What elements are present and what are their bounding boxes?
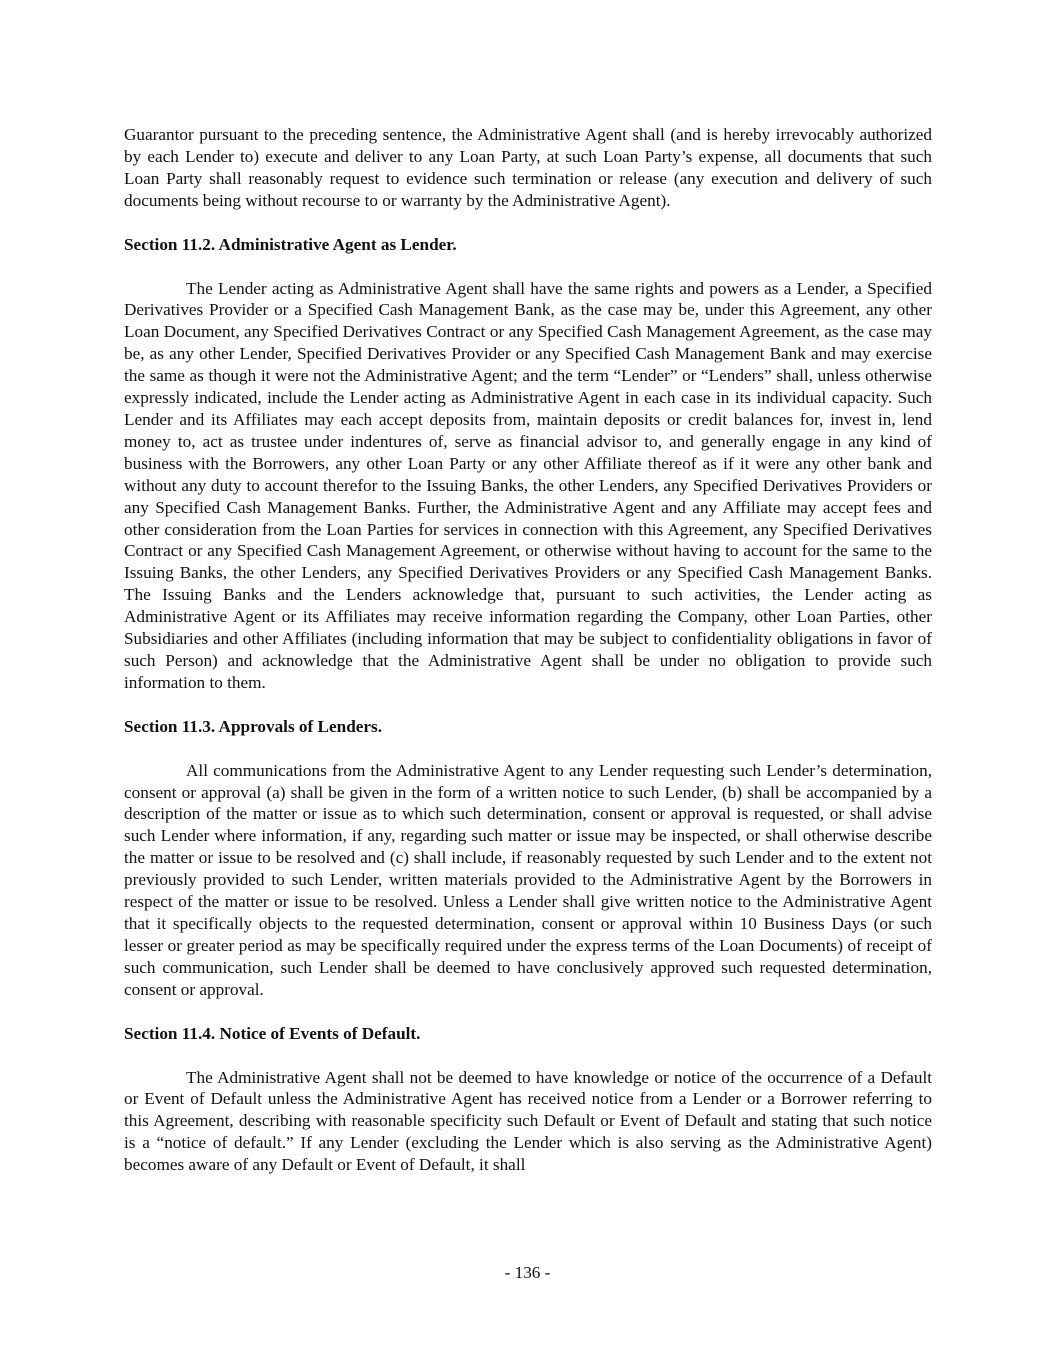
spacer (124, 256, 932, 278)
section-body-11-4: The Administrative Agent shall not be deemed to have knowledge or notice of the occurrence of a Default or Event of Default unless the Administrative Agent has received notice from a Lender or a Borrower referring to this Agreement, describing with reasonable specificity such Default or Event of Default and stating that such notice is a “notice of default.” If any Lender (excluding the Lender which is also serving as the Administrative Agent) becomes aware of any Default or Event of Default, it shall (124, 1067, 932, 1175)
spacer (124, 1045, 932, 1067)
section-body-11-3: All communications from the Administrative Agent to any Lender requesting such Lender’s determination, consent or approval (a) shall be given in the form of a written notice to such Lender, (b) shall be accompanied by a description of the matter or issue as to which such determination, consent or approval is requested, or shall advise such Lender where information, if any, regarding such matter or issue may be inspected, or shall otherwise describe the matter or issue to be resolved and (c) shall include, if reasonably requested by such Lender and to the extent not previously provided to such Lender, written materials provided to the Administrative Agent by the Borrowers in respect of the matter or issue to be resolved. Unless a Lender shall give written notice to the Administrative Agent that it specifically objects to the requested determination, consent or approval within 10 Business Days (or such lesser or greater period as may be specifically required under the express terms of the Loan Documents) of receipt of such communication, such Lender shall be deemed to have conclusively approved such requested determination, consent or approval. (124, 760, 932, 999)
intro-paragraph: Guarantor pursuant to the preceding sentence, the Administrative Agent shall (and is hereby irrevocably authorized by each Lender to) execute and deliver to any Loan Party, at such Loan Party’s expense, all documents that such Loan Party shall reasonably request to evidence such termination or release (any execution and delivery of such documents being without recourse to or warranty by the Administrative Agent). (124, 125, 932, 210)
spacer (124, 694, 932, 716)
section-body-11-2: The Lender acting as Administrative Agent shall have the same rights and powers as a Lender, a Specified Derivatives Provider or a Specified Cash Management Bank, as the case may be, under this Agreement, any other Loan Document, any Specified Derivatives Contract or any Specified Cash Management Agreement, as the case may be, as any other Lender, Specified Derivatives Provider or any Specified Cash Management Bank and may exercise the same as though it were not the Administrative Agent; and the term “Lender” or “Lenders” shall, unless otherwise expressly indicated, include the Lender acting as Administrative Agent in each case in its individual capacity. Such Lender and its Affiliates may each accept deposits from, maintain deposits or credit balances for, invest in, lend money to, act as trustee under indentures of, serve as financial advisor to, and generally engage in any kind of business with the Borrowers, any other Loan Party or any other Affiliate thereof as if it were any other bank and without any duty to account therefor to the Issuing Banks, the other Lenders, any Specified Derivatives Providers or any Specified Cash Management Banks. Further, the Administrative Agent and any Affiliate may accept fees and other consideration from the Loan Parties for services in connection with this Agreement, any Specified Derivatives Contract or any Specified Cash Management Agreement, or otherwise without having to account for the same to the Issuing Banks, the other Lenders, any Specified Derivatives Providers or any Specified Cash Management Banks. The Issuing Banks and the Lenders acknowledge that, pursuant to such activities, the Lender acting as Administrative Agent or its Affiliates may receive information regarding the Company, other Loan Parties, other Subsidiaries and other Affiliates (including information that may be subject to confidentiality obligations in favor of such Person) and acknowledge that the Administrative Agent shall be under no obligation to provide such information to them. (124, 278, 932, 692)
spacer (124, 738, 932, 760)
section-heading-11-4: Section 11.4. Notice of Events of Default. (124, 1023, 421, 1043)
section-heading-11-3: Section 11.3. Approvals of Lenders. (124, 716, 382, 736)
spacer (124, 1001, 932, 1023)
page-number: - 136 - (504, 1263, 551, 1282)
spacer (124, 212, 932, 234)
document-page (124, 124, 932, 1176)
section-heading-11-2: Section 11.2. Administrative Agent as Lender. (124, 234, 457, 254)
